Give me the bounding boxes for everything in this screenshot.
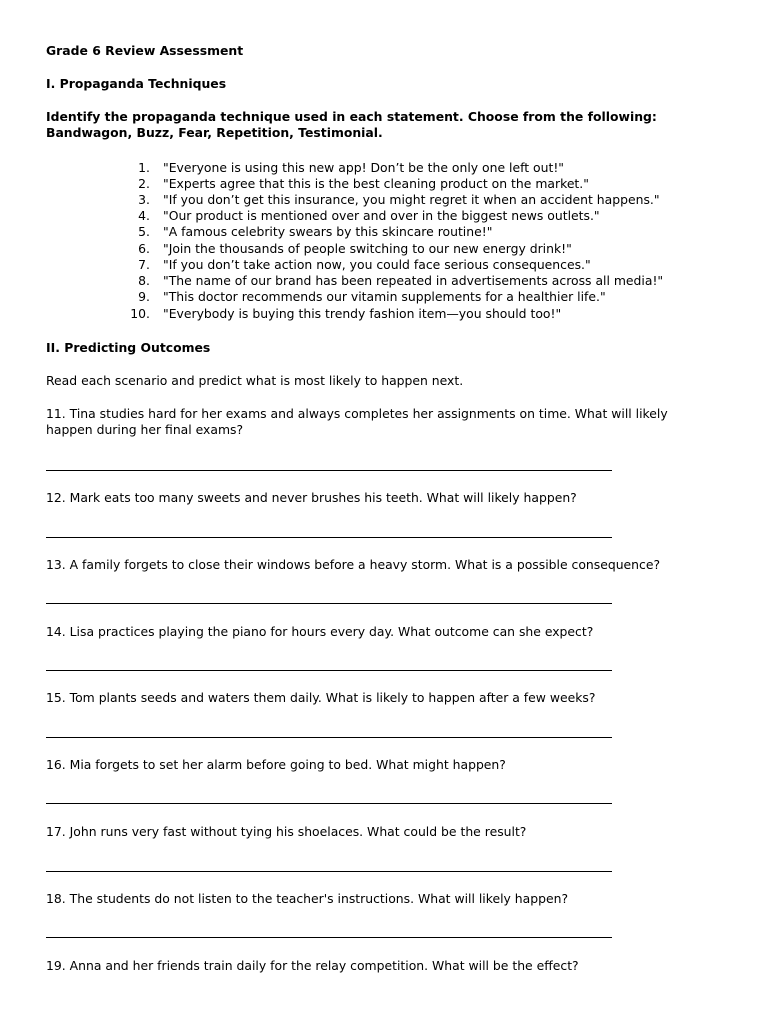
question-15: 15. Tom plants seeds and waters them daily. What is likely to happen after a few weeks? — [46, 690, 596, 705]
question-18: 18. The students do not listen to the teacher's instructions. What will likely happen? — [46, 891, 569, 906]
question-19: 19. Anna and her friends train daily for the relay competition. What will be the effect? — [46, 958, 579, 973]
list-item-text: "This doctor recommends our vitamin supplements for a healthier life." — [163, 289, 606, 304]
list-item-text: "A famous celebrity swears by this skincare routine!" — [163, 224, 493, 239]
list-item-text: "If you don’t get this insurance, you might regret it when an accident happens." — [163, 192, 660, 207]
list-item-number: 7. — [138, 257, 150, 272]
list-item-text: "Join the thousands of people switching to our new energy drink!" — [163, 241, 572, 256]
answer-line-13[interactable] — [46, 603, 612, 604]
answer-line-18[interactable] — [46, 937, 612, 938]
section-2-heading: II. Predicting Outcomes — [46, 340, 211, 355]
list-item-number: 9. — [138, 289, 150, 304]
list-item-text: "Everybody is buying this trendy fashion item—you should too!" — [163, 306, 562, 321]
list-item-number: 6. — [138, 241, 150, 256]
list-item-number: 8. — [138, 273, 150, 288]
answer-line-11[interactable] — [46, 470, 612, 471]
list-item-number: 3. — [138, 192, 150, 207]
question-14: 14. Lisa practices playing the piano for hours every day. What outcome can she expect? — [46, 624, 594, 639]
list-item-number: 4. — [138, 208, 150, 223]
answer-line-12[interactable] — [46, 537, 612, 538]
list-item-number: 10. — [130, 306, 150, 321]
list-item-number: 5. — [138, 224, 150, 239]
question-11: 11. Tina studies hard for her exams and always completes her assignments on time. What will likely happen during her final exams? — [46, 406, 668, 437]
section-1-heading: I. Propaganda Techniques — [46, 76, 227, 91]
list-item-text: "Our product is mentioned over and over in the biggest news outlets." — [163, 208, 600, 223]
question-16: 16. Mia forgets to set her alarm before going to bed. What might happen? — [46, 757, 506, 772]
list-item-text: "The name of our brand has been repeated in advertisements across all media!" — [163, 273, 664, 288]
answer-line-14[interactable] — [46, 670, 612, 671]
answer-line-17[interactable] — [46, 871, 612, 872]
document-title: Grade 6 Review Assessment — [46, 43, 244, 58]
list-item-text: "If you don’t take action now, you could face serious consequences." — [163, 257, 591, 272]
question-12: 12. Mark eats too many sweets and never brushes his teeth. What will likely happen? — [46, 490, 577, 505]
list-item-number: 2. — [138, 176, 150, 191]
question-17: 17. John runs very fast without tying his shoelaces. What could be the result? — [46, 824, 527, 839]
answer-line-15[interactable] — [46, 737, 612, 738]
list-item-number: 1. — [138, 160, 150, 175]
answer-line-16[interactable] — [46, 803, 612, 804]
list-item-text: "Everyone is using this new app! Don’t be the only one left out!" — [163, 160, 564, 175]
section-1-instructions: Identify the propaganda technique used in each statement. Choose from the following: Bandwagon, Buzz, Fear, Repetition, Testimonial. — [46, 109, 657, 140]
list-item-text: "Experts agree that this is the best cleaning product on the market." — [163, 176, 589, 191]
question-13: 13. A family forgets to close their windows before a heavy storm. What is a possible consequence? — [46, 557, 661, 572]
section-2-instructions: Read each scenario and predict what is most likely to happen next. — [46, 373, 464, 388]
